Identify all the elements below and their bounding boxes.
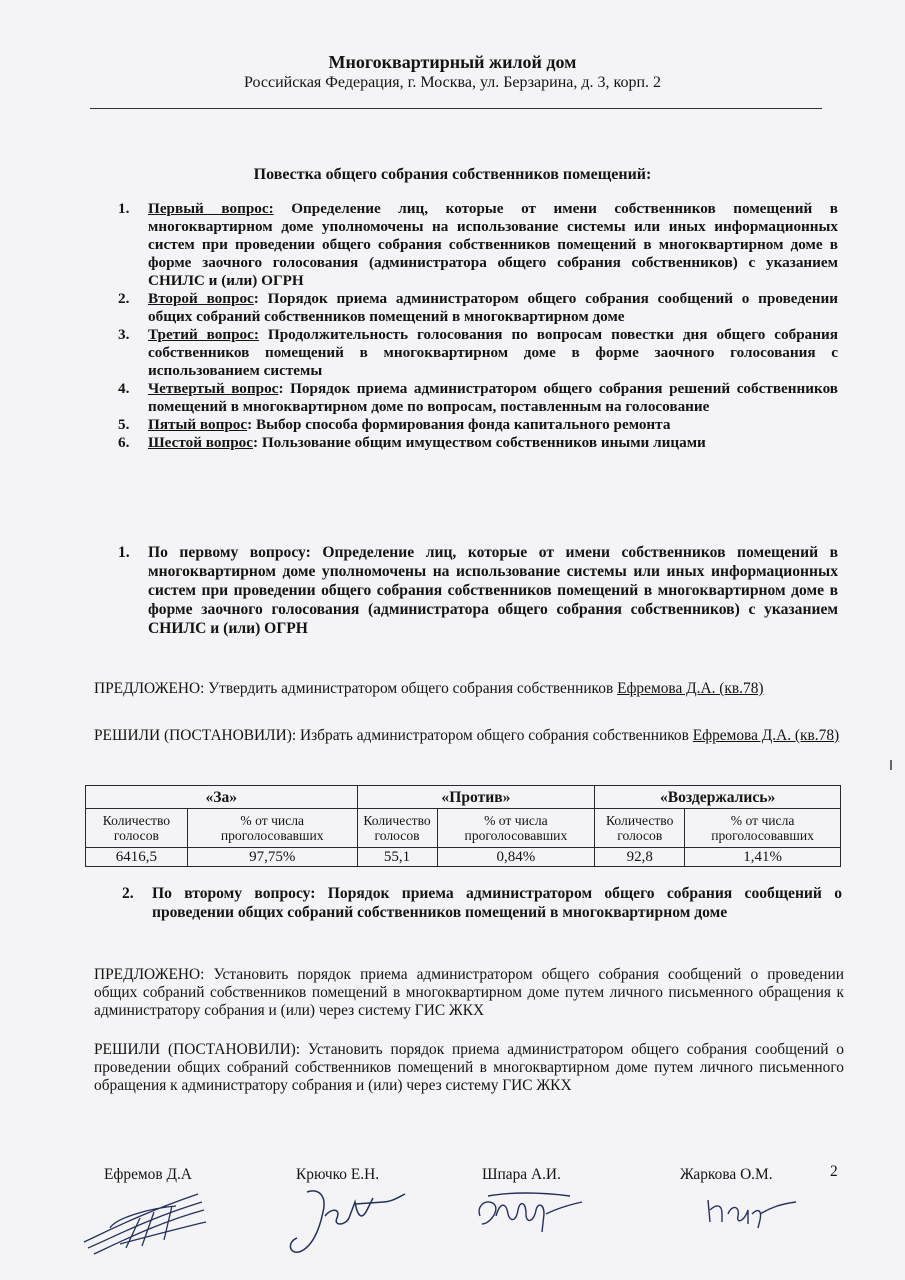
against-count: 55,1 (357, 848, 437, 867)
percent-column-header: % от числа проголосовавших (187, 809, 357, 848)
agenda-item (118, 200, 838, 290)
question-2-decided: РЕШИЛИ (ПОСТАНОВИЛИ): Установить порядок приема администратором общего собрания сообщений о проведении общих собраний собственников помещений в многоквартирном доме путем личного письменного обращения к администратору собрания и (или) через систему ГИС ЖКХ (94, 1041, 844, 1094)
question-1-decided (94, 727, 844, 745)
votes-abstain-header: «Воздержались» (595, 786, 841, 809)
agenda-item-key: Четвертый вопрос (148, 380, 279, 397)
votes-table (85, 785, 841, 867)
question-text: По первому вопросу: Определение лиц, которые от имени собственников помещений в многоквартирном доме уполномочены на использование системы или иных информационных систем при проведении общего собрания собственников помещений в многоквартирном доме в форме заочного голосования (администратора общего собрания собственников) с указанием СНИЛС и (или) ОГРН (148, 544, 838, 637)
agenda-item-key: Третий вопрос: (148, 326, 259, 343)
question-1-heading (118, 543, 838, 638)
agenda-item-key: Пятый вопрос (148, 416, 248, 433)
agenda-item-text: Определение лиц, которые от имени собственников помещений в многоквартирном доме уполномочены на использование системы или иных информационных систем при проведении общего собрания собственников помещений в многоквартирном доме в форме заочного голосования (администратора общего собрания собственников) с указанием СНИЛС и (или) ОГРН (148, 200, 839, 289)
question-number: 1. (118, 544, 130, 561)
question-number: 2. (122, 885, 134, 902)
signature-kryuchko (285, 1180, 415, 1260)
agenda-item-key: Первый вопрос: (148, 200, 274, 217)
against-percent: 0,84% (437, 848, 595, 867)
question-1-proposed (94, 680, 844, 698)
decided-person: Ефремова Д.А. (кв.78) (692, 727, 840, 744)
signature-shpara (470, 1188, 590, 1238)
agenda-item-number: 4. (118, 380, 130, 397)
agenda-item (118, 290, 838, 326)
question-text: По второму вопросу: Порядок приема администратором общего собрания сообщений о проведении общих собраний собственников помещений в многоквартирном доме (152, 885, 842, 921)
votes-against-header: «Против» (357, 786, 595, 809)
signature-zharkova (700, 1190, 800, 1230)
count-column-header: Количество голосов (595, 809, 685, 848)
for-percent: 97,75% (187, 848, 357, 867)
signatory-name: Крючко Е.Н. (296, 1166, 380, 1183)
agenda-item-number: 3. (118, 326, 130, 343)
agenda-item (118, 380, 838, 416)
agenda-item-text: Продолжительность голосования по вопросам повестки дня общего собрания собственников помещений в многоквартирном доме в форме заочного голосования с использованием системы (148, 326, 838, 379)
votes-for-header: «За» (86, 786, 358, 809)
count-column-header: Количество голосов (86, 809, 188, 848)
agenda-item (118, 434, 838, 452)
signatory-name: Шпара А.И. (482, 1166, 561, 1183)
page-number: 2 (830, 1163, 838, 1180)
scan-mark (890, 760, 892, 770)
agenda-item-key: Шестой вопрос (148, 434, 253, 451)
agenda-item-number: 1. (118, 200, 130, 217)
for-count: 6416,5 (86, 848, 188, 867)
signatory-name: Жаркова О.М. (680, 1166, 773, 1183)
signature-efremov (80, 1188, 210, 1258)
decided-text: РЕШИЛИ (ПОСТАНОВИЛИ): Избрать администратором общего собрания собственников (94, 727, 693, 744)
agenda-item-text: : Порядок приема администратором общего собрания сообщений о проведении общих собраний собственников помещений в многоквартирном доме (148, 290, 838, 325)
question-2-proposed: ПРЕДЛОЖЕНО: Установить порядок приема администратором общего собрания сообщений о проведении общих собраний собственников помещений в многоквартирном доме путем личного письменного обращения к администратору собрания и (или) через систему ГИС ЖКХ (94, 966, 844, 1019)
agenda-item-text: : Выбор способа формирования фонда капитального ремонта (247, 416, 671, 433)
abstain-count: 92,8 (595, 848, 685, 867)
agenda-item (118, 416, 838, 434)
agenda-list (118, 200, 838, 452)
header-divider (90, 108, 822, 109)
proposed-text: ПРЕДЛОЖЕНО: Утвердить администратором общего собрания собственников (94, 680, 618, 697)
agenda-item (118, 326, 838, 380)
percent-column-header: % от числа проголосовавших (685, 809, 841, 848)
agenda-item-text: : Пользование общим имуществом собственников иными лицами (252, 434, 706, 451)
agenda-item-key: Второй вопрос (148, 290, 254, 307)
percent-column-header: % от числа проголосовавших (437, 809, 595, 848)
abstain-percent: 1,41% (685, 848, 841, 867)
agenda-item-number: 6. (118, 434, 130, 451)
document-title: Многоквартирный жилой дом (328, 52, 577, 72)
agenda-item-number: 5. (118, 416, 130, 433)
count-column-header: Количество голосов (357, 809, 437, 848)
proposed-person: Ефремова Д.А. (кв.78) (617, 680, 764, 697)
agenda-item-number: 2. (118, 290, 130, 307)
question-2-heading (122, 884, 842, 922)
document-address: Российская Федерация, г. Москва, ул. Берзарина, д. 3, корп. 2 (243, 74, 662, 91)
signatory-name: Ефремов Д.А (104, 1166, 192, 1183)
agenda-item-text: : Порядок приема администратором общего собрания решений собственников помещений в многоквартирном доме по вопросам, поставленным на голосование (148, 380, 838, 415)
agenda-title: Повестка общего собрания собственников помещений: (253, 166, 652, 183)
